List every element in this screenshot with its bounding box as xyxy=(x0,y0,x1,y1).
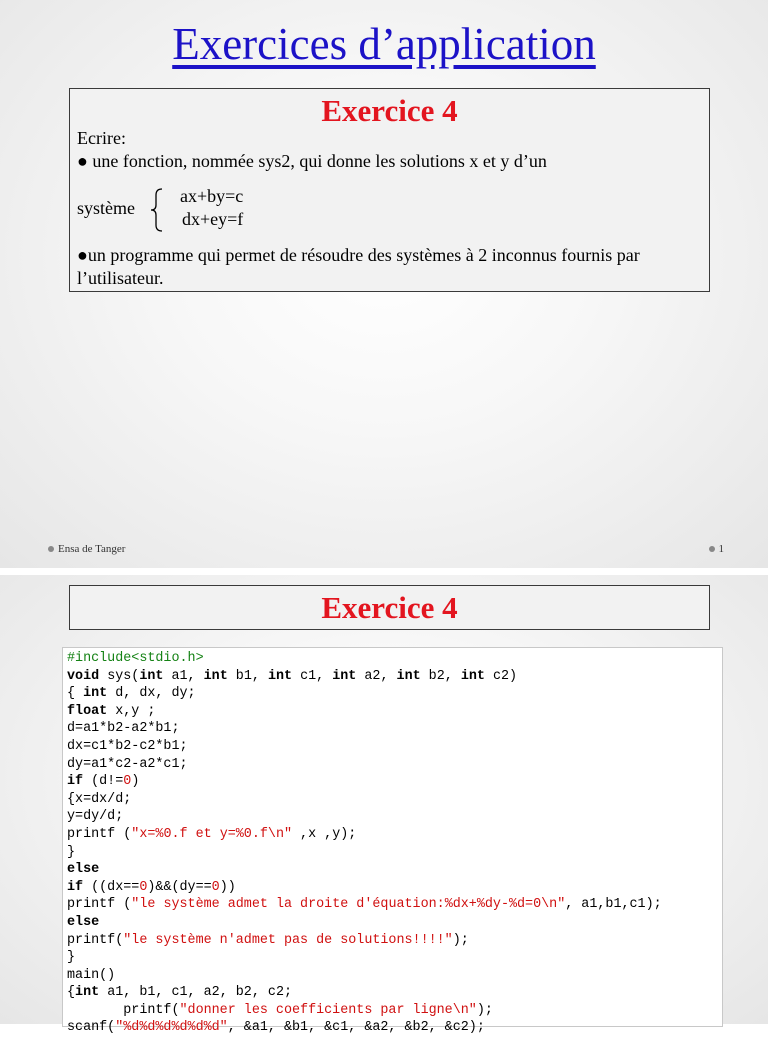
code-line xyxy=(67,650,722,668)
intro-text: Ecrire: xyxy=(77,128,126,148)
code-token: { xyxy=(67,985,76,1001)
code-token: 0 xyxy=(139,879,148,895)
code-token: printf ( xyxy=(67,826,132,842)
code-token: dx=c1*b2-c2*b1; xyxy=(67,738,188,754)
code-line xyxy=(67,896,722,914)
slide-2 xyxy=(0,575,768,1036)
code-token: )&&(dy== xyxy=(147,879,212,895)
code-token: c2) xyxy=(484,668,518,684)
code-token: b1, xyxy=(227,668,268,684)
bullet-program: ●un programme qui permet de résoudre des systèmes à 2 inconnus fournis par l’utilisateur. xyxy=(77,245,640,288)
code-line xyxy=(67,738,722,756)
code-token: (d!= xyxy=(83,774,124,790)
code-token: float xyxy=(67,703,108,719)
equation-1: ax+by=c xyxy=(180,186,244,206)
code-token: c1, xyxy=(292,668,333,684)
code-token: ); xyxy=(452,932,469,948)
code-token: {x=dx/d; xyxy=(67,791,132,807)
code-token: x,y ; xyxy=(107,703,156,719)
code-token: b2, xyxy=(420,668,461,684)
code-token: scanf( xyxy=(67,1020,116,1036)
code-token: if xyxy=(67,774,84,790)
code-token: int xyxy=(267,668,293,684)
code-token: dy=a1*c2-a2*c1; xyxy=(67,756,188,772)
code-token: printf ( xyxy=(67,897,132,913)
code-token: , a1,b1,c1); xyxy=(565,897,662,913)
code-token: ); xyxy=(476,1002,493,1018)
equation-2: dx+ey=f xyxy=(182,209,244,229)
code-token: "x=%0.f et y=%0.f\n" xyxy=(131,826,293,842)
code-listing xyxy=(62,647,723,1036)
code-token: ,x ,y); xyxy=(292,826,357,842)
curly-brace-icon xyxy=(149,187,165,233)
code-token: d=a1*b2-a2*b1; xyxy=(67,721,180,737)
code-line xyxy=(67,879,722,897)
code-line xyxy=(67,967,722,985)
code-token: if xyxy=(67,879,84,895)
code-token: 0 xyxy=(123,774,132,790)
code-token: printf( xyxy=(67,1002,180,1018)
code-line xyxy=(67,703,722,721)
exercise-title-box xyxy=(69,585,710,630)
footer-right xyxy=(709,543,725,555)
code-token: int xyxy=(139,668,164,684)
code-line xyxy=(67,668,722,686)
code-token: int xyxy=(203,668,228,684)
bullet-function: ● une fonction, nommée sys2, qui donne les solutions x et y d’un xyxy=(77,151,547,171)
code-line xyxy=(67,1019,722,1037)
code-token: int xyxy=(75,985,100,1001)
exercise-box xyxy=(69,88,710,292)
code-token: ((dx== xyxy=(83,879,140,895)
code-token: "le système n'admet pas de solutions!!!!" xyxy=(123,932,453,948)
code-line xyxy=(67,756,722,774)
code-token: #include<stdio.h> xyxy=(67,651,204,666)
exercise-title: Exercice 4 xyxy=(321,590,458,625)
code-line xyxy=(67,1002,722,1020)
code-line xyxy=(67,826,722,844)
bullet-dot-icon xyxy=(48,546,54,552)
code-token: printf( xyxy=(67,932,124,948)
code-line xyxy=(67,685,722,703)
code-token: )) xyxy=(219,879,236,895)
bullet-dot-icon xyxy=(709,546,715,552)
code-line xyxy=(67,791,722,809)
slide-title: Exercices d’application xyxy=(172,19,596,69)
footer-school: Ensa de Tanger xyxy=(58,543,126,555)
code-line xyxy=(67,949,722,967)
code-token: } xyxy=(67,950,76,966)
code-line xyxy=(67,914,722,932)
code-token: int xyxy=(332,668,357,684)
code-token: y=dy/d; xyxy=(67,809,124,825)
exercise-title: Exercice 4 xyxy=(321,93,458,128)
code-token: "le système admet la droite d'équation:%dx+%dy-%d=0\n" xyxy=(131,897,566,913)
code-token: } xyxy=(67,844,76,860)
code-token: sys( xyxy=(99,668,140,684)
code-token: d, dx, dy; xyxy=(107,686,196,702)
code-token: "donner les coefficients par ligne\n" xyxy=(179,1002,477,1018)
code-token: int xyxy=(396,668,421,684)
code-line xyxy=(67,932,722,950)
footer-left xyxy=(48,543,125,555)
code-line xyxy=(67,861,722,879)
code-line xyxy=(67,773,722,791)
code-token: void xyxy=(67,668,100,684)
systeme-label: système xyxy=(77,198,135,218)
code-token: main() xyxy=(67,967,116,983)
code-line xyxy=(67,808,722,826)
code-token: "%d%d%d%d%d%d" xyxy=(115,1020,228,1036)
code-token: { xyxy=(67,686,84,702)
code-line xyxy=(67,720,722,738)
code-token: , &a1, &b1, &c1, &a2, &b2, &c2); xyxy=(227,1020,485,1036)
code-token: else xyxy=(67,862,100,878)
code-token: a1, b1, c1, a2, b2, c2; xyxy=(99,985,293,1001)
code-token: int xyxy=(83,686,108,702)
code-line xyxy=(67,984,722,1002)
code-token: int xyxy=(460,668,485,684)
code-token: a2, xyxy=(356,668,397,684)
code-line xyxy=(67,844,722,862)
code-token: 0 xyxy=(211,879,220,895)
code-token: a1, xyxy=(163,668,204,684)
code-token: else xyxy=(67,914,100,930)
code-token: ) xyxy=(131,774,140,790)
page-number: 1 xyxy=(718,543,724,555)
